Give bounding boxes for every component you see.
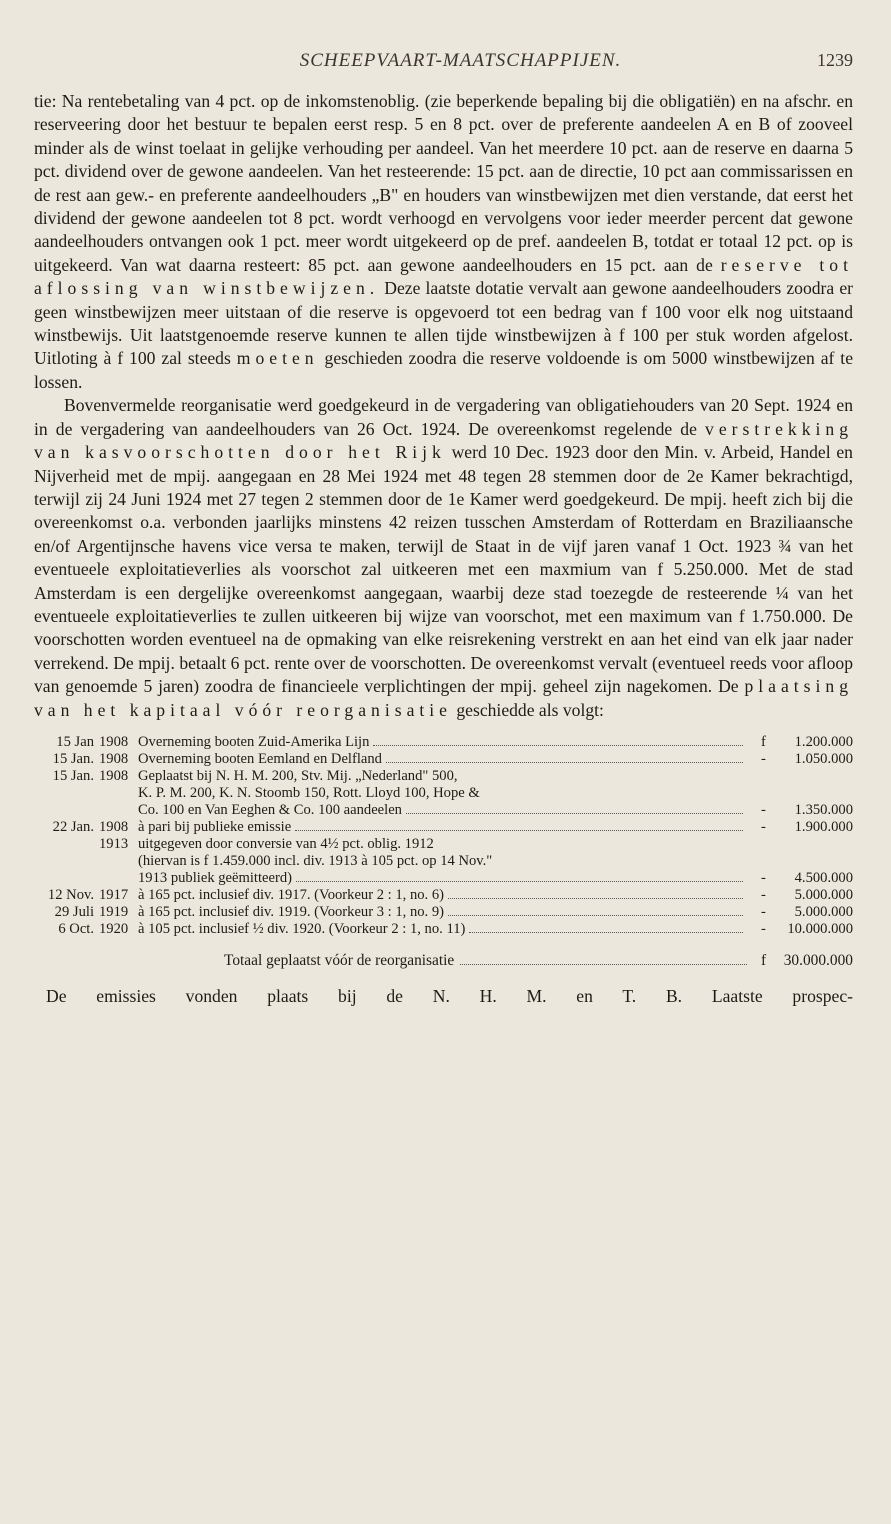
leader-dots bbox=[295, 819, 743, 831]
row-currency: f bbox=[761, 733, 766, 750]
row-date: 29 Juli bbox=[54, 903, 94, 920]
table-row bbox=[34, 768, 853, 819]
row-description: à pari bij publieke emissie bbox=[138, 818, 292, 835]
row-year: 1913 bbox=[99, 835, 129, 852]
row-description: Overneming booten Eemland en Delfland bbox=[138, 750, 382, 767]
total-row bbox=[34, 952, 853, 970]
leader-dots bbox=[469, 921, 743, 933]
row-year: 1908 bbox=[99, 767, 129, 784]
row-currency: - bbox=[761, 801, 766, 818]
row-currency: - bbox=[761, 818, 766, 835]
row-date: 15 Jan. bbox=[52, 767, 94, 784]
leader-dots bbox=[373, 734, 743, 746]
row-year: 1917 bbox=[99, 886, 129, 903]
row-description: (hiervan is f 1.459.000 incl. div. 1913 à 105 pct. op 14 Nov." bbox=[138, 852, 493, 869]
row-amount: 1.900.000 bbox=[794, 818, 853, 835]
row-description: à 165 pct. inclusief div. 1919. (Voorkeur 3 : 1, no. 9) bbox=[138, 903, 445, 920]
row-amount: 10.000.000 bbox=[787, 920, 853, 937]
row-description: Co. 100 en Van Eeghen & Co. 100 aandeelen bbox=[138, 801, 402, 818]
row-date bbox=[34, 836, 99, 887]
body-text bbox=[34, 90, 853, 722]
leader-dots bbox=[448, 904, 743, 916]
row-description: à 105 pct. inclusief ½ div. 1920. (Voorkeur 2 : 1, no. 11) bbox=[138, 920, 466, 937]
row-date: 12 Nov. bbox=[47, 886, 94, 903]
leader-dots bbox=[460, 952, 747, 965]
row-date: 15 Jan. bbox=[52, 750, 94, 767]
row-amount: 4.500.000 bbox=[794, 869, 853, 886]
spaced-emphasis: plaatsing van het kapitaal vóór reorganisatie bbox=[34, 676, 854, 720]
row-description: à 165 pct. inclusief div. 1917. (Voorkeur 2 : 1, no. 6) bbox=[138, 886, 445, 903]
row-currency: - bbox=[761, 920, 766, 937]
text-run: geschiedde als volgt: bbox=[456, 699, 604, 720]
table-row bbox=[34, 751, 853, 768]
table-row bbox=[34, 836, 853, 887]
running-title: SCHEEPVAART-MAATSCHAPPIJEN. bbox=[299, 50, 622, 71]
row-description: Overneming booten Zuid-Amerika Lijn bbox=[138, 733, 370, 750]
text-run: Bovenvermelde reorganisatie werd goedgekeurd in de vergadering van obligatiehouders van 20 Sept. 1924 en in de vergadering van aandeelhouders van 26 Oct. 1924. De overeenkomst regelende de bbox=[34, 395, 853, 439]
row-date: 15 Jan bbox=[56, 733, 94, 750]
row-currency: - bbox=[761, 886, 766, 903]
spaced-emphasis: reserve tot aflossing van winstbewijzen. bbox=[34, 254, 853, 299]
row-currency: - bbox=[761, 903, 766, 920]
row-amount: 1.200.000 bbox=[794, 733, 853, 750]
row-year: 1908 bbox=[99, 750, 129, 767]
row-year: 1919 bbox=[99, 903, 129, 920]
table-row bbox=[34, 819, 853, 836]
row-amount: 1.050.000 bbox=[794, 750, 853, 767]
row-year: 1908 bbox=[99, 733, 129, 750]
table-row bbox=[34, 904, 853, 921]
row-year: 1920 bbox=[99, 920, 129, 937]
row-date: 6 Oct. bbox=[58, 920, 94, 937]
row-currency: - bbox=[761, 869, 766, 886]
leader-dots bbox=[448, 887, 743, 899]
text-run: geschieden zoodra die reserve voldoende is om 5000 winstbewijzen af te lossen. bbox=[34, 348, 854, 392]
paragraph-profit-distribution bbox=[34, 90, 853, 394]
leader-dots bbox=[296, 870, 743, 882]
row-description: 1913 publiek geëmitteerd) bbox=[138, 869, 292, 886]
leader-dots bbox=[386, 751, 743, 763]
row-amount: 5.000.000 bbox=[794, 903, 853, 920]
row-description: Geplaatst bij N. H. M. 200, Stv. Mij. „Nederland" 500, bbox=[138, 767, 458, 784]
row-year: 1908 bbox=[99, 818, 129, 835]
paragraph-reorganisation bbox=[34, 394, 853, 722]
row-amount: 1.350.000 bbox=[794, 801, 853, 818]
table-row bbox=[34, 887, 853, 904]
row-date: 22 Jan. bbox=[52, 818, 94, 835]
row-description: K. P. M. 200, K. N. Stoomb 150, Rott. Lloyd 100, Hope & bbox=[138, 784, 480, 801]
text-run: Deze laatste dotatie vervalt aan gewone aandeelhouders zoodra er geen winstbewijzen meer uitstaan of die reserve is opgevoerd tot een bedrag van f 100 voor elk nog uitstaand winstbewijs. Uit laatstgenoemde reserve kunnen te allen tijde winstbewijzen à f 100 per stuk worden afgelost. Uitloting à f 100 zal steeds bbox=[34, 278, 853, 369]
row-description: uitgegeven door conversie van 4½ pct. oblig. 1912 bbox=[138, 835, 434, 852]
spaced-emphasis: verstrekking van kasvoorschotten door het Rijk bbox=[34, 418, 853, 463]
total-label: Totaal geplaatst vóór de reorganisatie bbox=[224, 951, 455, 969]
row-currency: - bbox=[761, 750, 766, 767]
table-row bbox=[34, 921, 853, 938]
placement-table bbox=[34, 734, 853, 938]
closing-line: De emissies vonden plaats bij de N. H. M. en T. B. Laatste prospec- bbox=[46, 985, 853, 1006]
row-amount: 5.000.000 bbox=[794, 886, 853, 903]
leader-dots bbox=[406, 802, 743, 814]
table-row bbox=[34, 734, 853, 751]
total-currency: f bbox=[761, 951, 767, 969]
text-run: tie: Na rentebetaling van 4 pct. op de inkomstenoblig. (zie beperkende bepaling bij die obligatiën) en na afschr. en reserveering door het bestuur te bepalen eerst resp. 5 en 8 pct. over de preferente aandeelen A en B of zooveel minder als de winst toelaat in gelijke verhouding per aandeel. Van het meerdere 10 pct. aan de reserve en daarna 5 pct. dividend over de gewone aandeelen. Van het resteerende: 15 pct. aan de directie, 10 pct aan commissarissen en de rest aan gew.- en preferente aandeelhouders „B" en houders van winstbewijzen met dien verstande, dat eerst het dividend der gewone aandeelen tot 8 pct. wordt verhoogd en vervolgens voor ieder meerder percent dat gewone aandeelhouders ontvangen ook 1 pct. meer wordt uitgekeerd op de pref. aandeelen B, totdat er totaal 12 pct. op is uitgekeerd. Van wat daarna resteert: 85 pct. aan gewone aandeelhouders en 15 pct. aan de bbox=[34, 91, 853, 275]
text-run: werd 10 Dec. 1923 door den Min. v. Arbeid, Handel en Nijverheid met de mpij. aangegaan en 28 Mei 1924 met 48 tegen 28 stemmen door de 2e Kamer bekrachtigd, terwijl zij 24 Juni 1924 met 27 tegen 2 stemmen door de 1e Kamer werd goedgekeurd. De mpij. heeft zich bij die overeenkomst o.a. verbonden jaarlijks minstens 42 reizen tusschen Amsterdam of Rotterdam en Braziliaansche en/of Argentijnsche havens vice versa te maken, terwijl de Staat in de vijf jaren vanaf 1 Oct. 1923 ¾ van het eventueele exploitatieverlies als voorschot zal uitkeeren met een maxmium van f 5.250.000. Met de stad Amsterdam is een dergelijke overeenkomst aangegaan, waarbij deze stad toezegde de resteerende ¼ van het eventueele exploitatieverlies te zullen uitkeeren bij wijze van voorschot, met een maximum van f 1.750.000. De voorschotten worden eventueel na de opmaking van elke reisrekening verstrekt en aan het eind van elk jaar nader verrekend. De mpij. betaalt 6 pct. rente over de voorschotten. De overeenkomst vervalt (eventueel reeds voor afloop van genoemde 5 jaren) zoodra de financieele verplichtingen der mpij. geheel zijn nagekomen. De bbox=[34, 442, 853, 697]
total-amount: 30.000.000 bbox=[783, 951, 853, 969]
spaced-emphasis: moeten bbox=[236, 348, 319, 369]
page-number: 1239 bbox=[817, 50, 853, 70]
page-header bbox=[34, 50, 853, 88]
